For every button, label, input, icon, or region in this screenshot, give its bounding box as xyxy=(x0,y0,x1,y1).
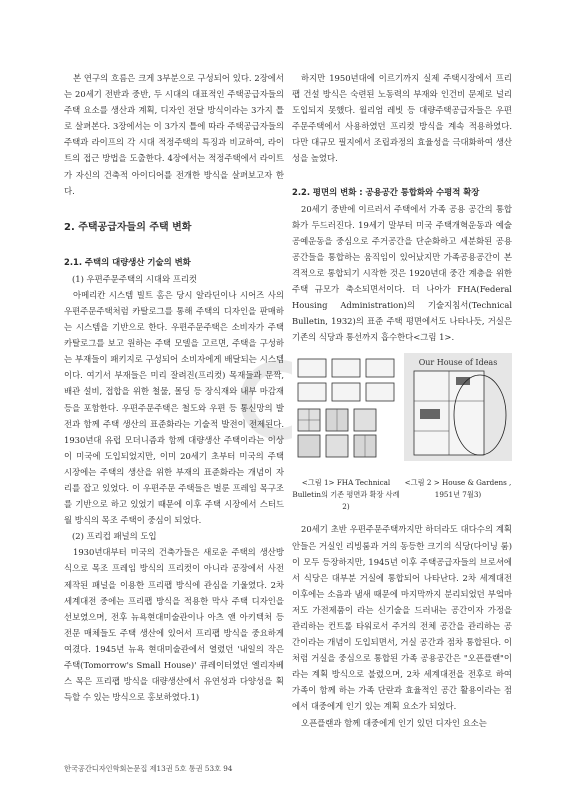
intro-paragraph: 본 연구의 흐름은 크게 3부분으로 구성되어 있다. 2장에서는 20세기 전반과 중반, 두 시대의 대표적인 주택공급자들의 주택 요소를 생산과 계획, 디자인 전달 방식이라는 3가지 틀로 살펴본다. 3장에서는 이 3가지 틀에 따라 주택공급자들의 주택과 라이프의 각 시대 적정주택의 특징과 비교하여, 라이트의 접근 방법을 도출한다. 4장에서는 적정주택에서 라이트가 자신의 건축적 아이디어를 전개한 방식을 살펴보고자 한다. xyxy=(64,73,284,196)
body-paragraph: 1930년대부터 미국의 건축가들은 새로운 주택의 생산방식으로 목조 프레임 방식의 프리컷이 아니라 공장에서 사전제작된 패널을 이용한 프리팹 방식에 관심을 기울였다. 2차 세계대전 중에는 프리팹 방식을 적용한 막사 주택 디자인을 선보였으며, 전후 뉴욕현대미술관이나 아츠 앤 아키텍처 등 전문 매체들도 주택 생산에 있어서 프리팹 방식을 중요하게 여겼다. 1945년 뉴욕 현대미술관에서 열렸던 '내일의 작은 주택(Tomorrow's Small House)' 큐레이터였던 엘리자베스 목은 프리팹 방식을 대량생산에서 유연성과 다양성을 획득할 수 있는 방식으로 홍보하였다.1) xyxy=(64,547,284,703)
right-column xyxy=(292,70,512,731)
subsection-title: 2.1. 주택의 대량생산 기술의 변화 xyxy=(64,256,191,267)
body-paragraph: 20세기 초반 우편주문주택까지만 하더라도 대다수의 계획안들은 거실인 리빙룸과 거의 동등한 크기의 식당(다이닝 룸)이 모두 등장하지만, 1945년 이후 주택공급자들의 브로셔에서 식당은 대부분 거실에 통합되어 나타난다. 2차 세계대전 이후에는 소음과 냄새 때문에 마지막까지 분리되었던 부엌마저도 가전제품이 라는 신기술을 드러내는 공간이자 가정을 관리하는 컨트롤 타워로서 주거의 전체 공간을 관리하는 공간이라는 개념이 도입되면서, 거실 공간과 점차 통합된다. 이처럼 거실을 중심으로 통합된 가족 공용공간은 "오픈플랜"이라는 계획 방식으로 불렸으며, 2차 세계대전을 전후로 하여 가족이 함께 하는 가족 단란과 효율적인 공간 활용이라는 점에서 대중에게 인기 있는 계획 요소가 되었다. xyxy=(292,524,512,712)
page-footer: 한국공간디자인학회논문집 제13권 5호 통권 53호 94 xyxy=(64,764,233,773)
figure-2-caption: <그림 2 > House & Gardens , 1951년 7월3) xyxy=(404,478,512,500)
figure-1-floor-plans xyxy=(292,353,402,461)
subsubsection-title: (2) 프리컵 패널의 도입 xyxy=(72,531,157,542)
subsection-title: 2.2. 평면의 변화 : 공용공간 통합화와 수평적 확장 xyxy=(292,186,480,197)
subsubsection-title: (1) 우편주문주택의 시대와 프리컷 xyxy=(72,273,198,284)
body-paragraph: 아메리칸 시스템 빌트 홈은 당시 알라딘이나 시어즈 사의 우편주문주택처럼 카탈로그를 통해 주택의 디자인을 판매하는 시스템을 기반으로 한다. 우편주문주택은 소비자가 주택 카탈로그를 보고 원하는 주택 모델을 고르면, 주택을 구성하는 부재들이 패키지로 구성되어 소비자에게 배달되는 시스템이다. 여기서 부재들은 미리 잘려진(프리컷) 목재들과 문짝, 배관 설비, 접합을 위한 철물, 몰딩 등 장식재와 내부 마감재 등을 포함한다. 우편주문주택은 철도와 우편 등 통신망의 발전과 함께 주택 생산의 표준화라는 기술적 발전이 전제된다. 1930년대 유럽 모더니즘과 함께 대량생산 주택이라는 이상이 미국에 도입되었지만, 이미 20세기 초부터 미국의 주택 시장에는 주택의 생산을 위한 부재의 표준화라는 개념이 자리를 잡고 있었다. 이 우편주문 주택들은 벌룬 프레임 목구조를 기반으로 하고 있었기 때문에 이후 주택 시장에서 스터드 월 방식의 목조 주택이 중심이 되었다. xyxy=(64,289,284,526)
body-paragraph: 오픈플랜과 함께 대중에게 인기 있던 디자인 요소는 xyxy=(301,717,487,728)
body-paragraph: 하지만 1950년대에 이르기까지 실제 주택시장에서 프리팹 건설 방식은 숙련된 노동력의 부재와 인건비 문제로 널리 도입되지 못했다. 윌리엄 레빗 등 대량주택공급자들은 우편주문주택에서 사용하였던 프리컷 방식을 계속 적용하였다. 다만 대규모 필지에서 조립과정의 효율성을 극대화하여 생산성을 높였다. xyxy=(292,73,512,164)
figure-2-title: Our House of Ideas xyxy=(418,358,498,368)
figures xyxy=(292,353,512,473)
section-title: 2. 주택공급자들의 주택 변화 xyxy=(64,221,192,233)
figure-2-house-plan xyxy=(404,353,512,461)
body-paragraph: 20세기 중반에 이르러서 주택에서 가족 공용 공간의 통합화가 두드러진다. 19세기 말부터 미국 주택개혁운동과 예술공예운동을 중심으로 주거공간을 단순화하고 세분화된 공용공간들을 통합하는 움직임이 있어났지만 가족공용공간이 본격적으로 통합되기 시작한 것은 1920년대 중간 계층을 위한 주택 규모가 축소되면서이다. 더 나아가 FHA(Federal Housing Administration)의 기술지침서(Technical Bulletin, 1932)의 표준 주택 평면에서도 나타나듯, 거실은 기존의 식당과 통선까지 흡수한다<그림 1>. xyxy=(292,203,512,343)
figure-1-caption: <그림 1> FHA Technical Bulletin의 기존 평면과 확장 사례2) xyxy=(292,478,400,512)
left-column xyxy=(64,70,284,705)
figure-captions xyxy=(292,477,512,513)
